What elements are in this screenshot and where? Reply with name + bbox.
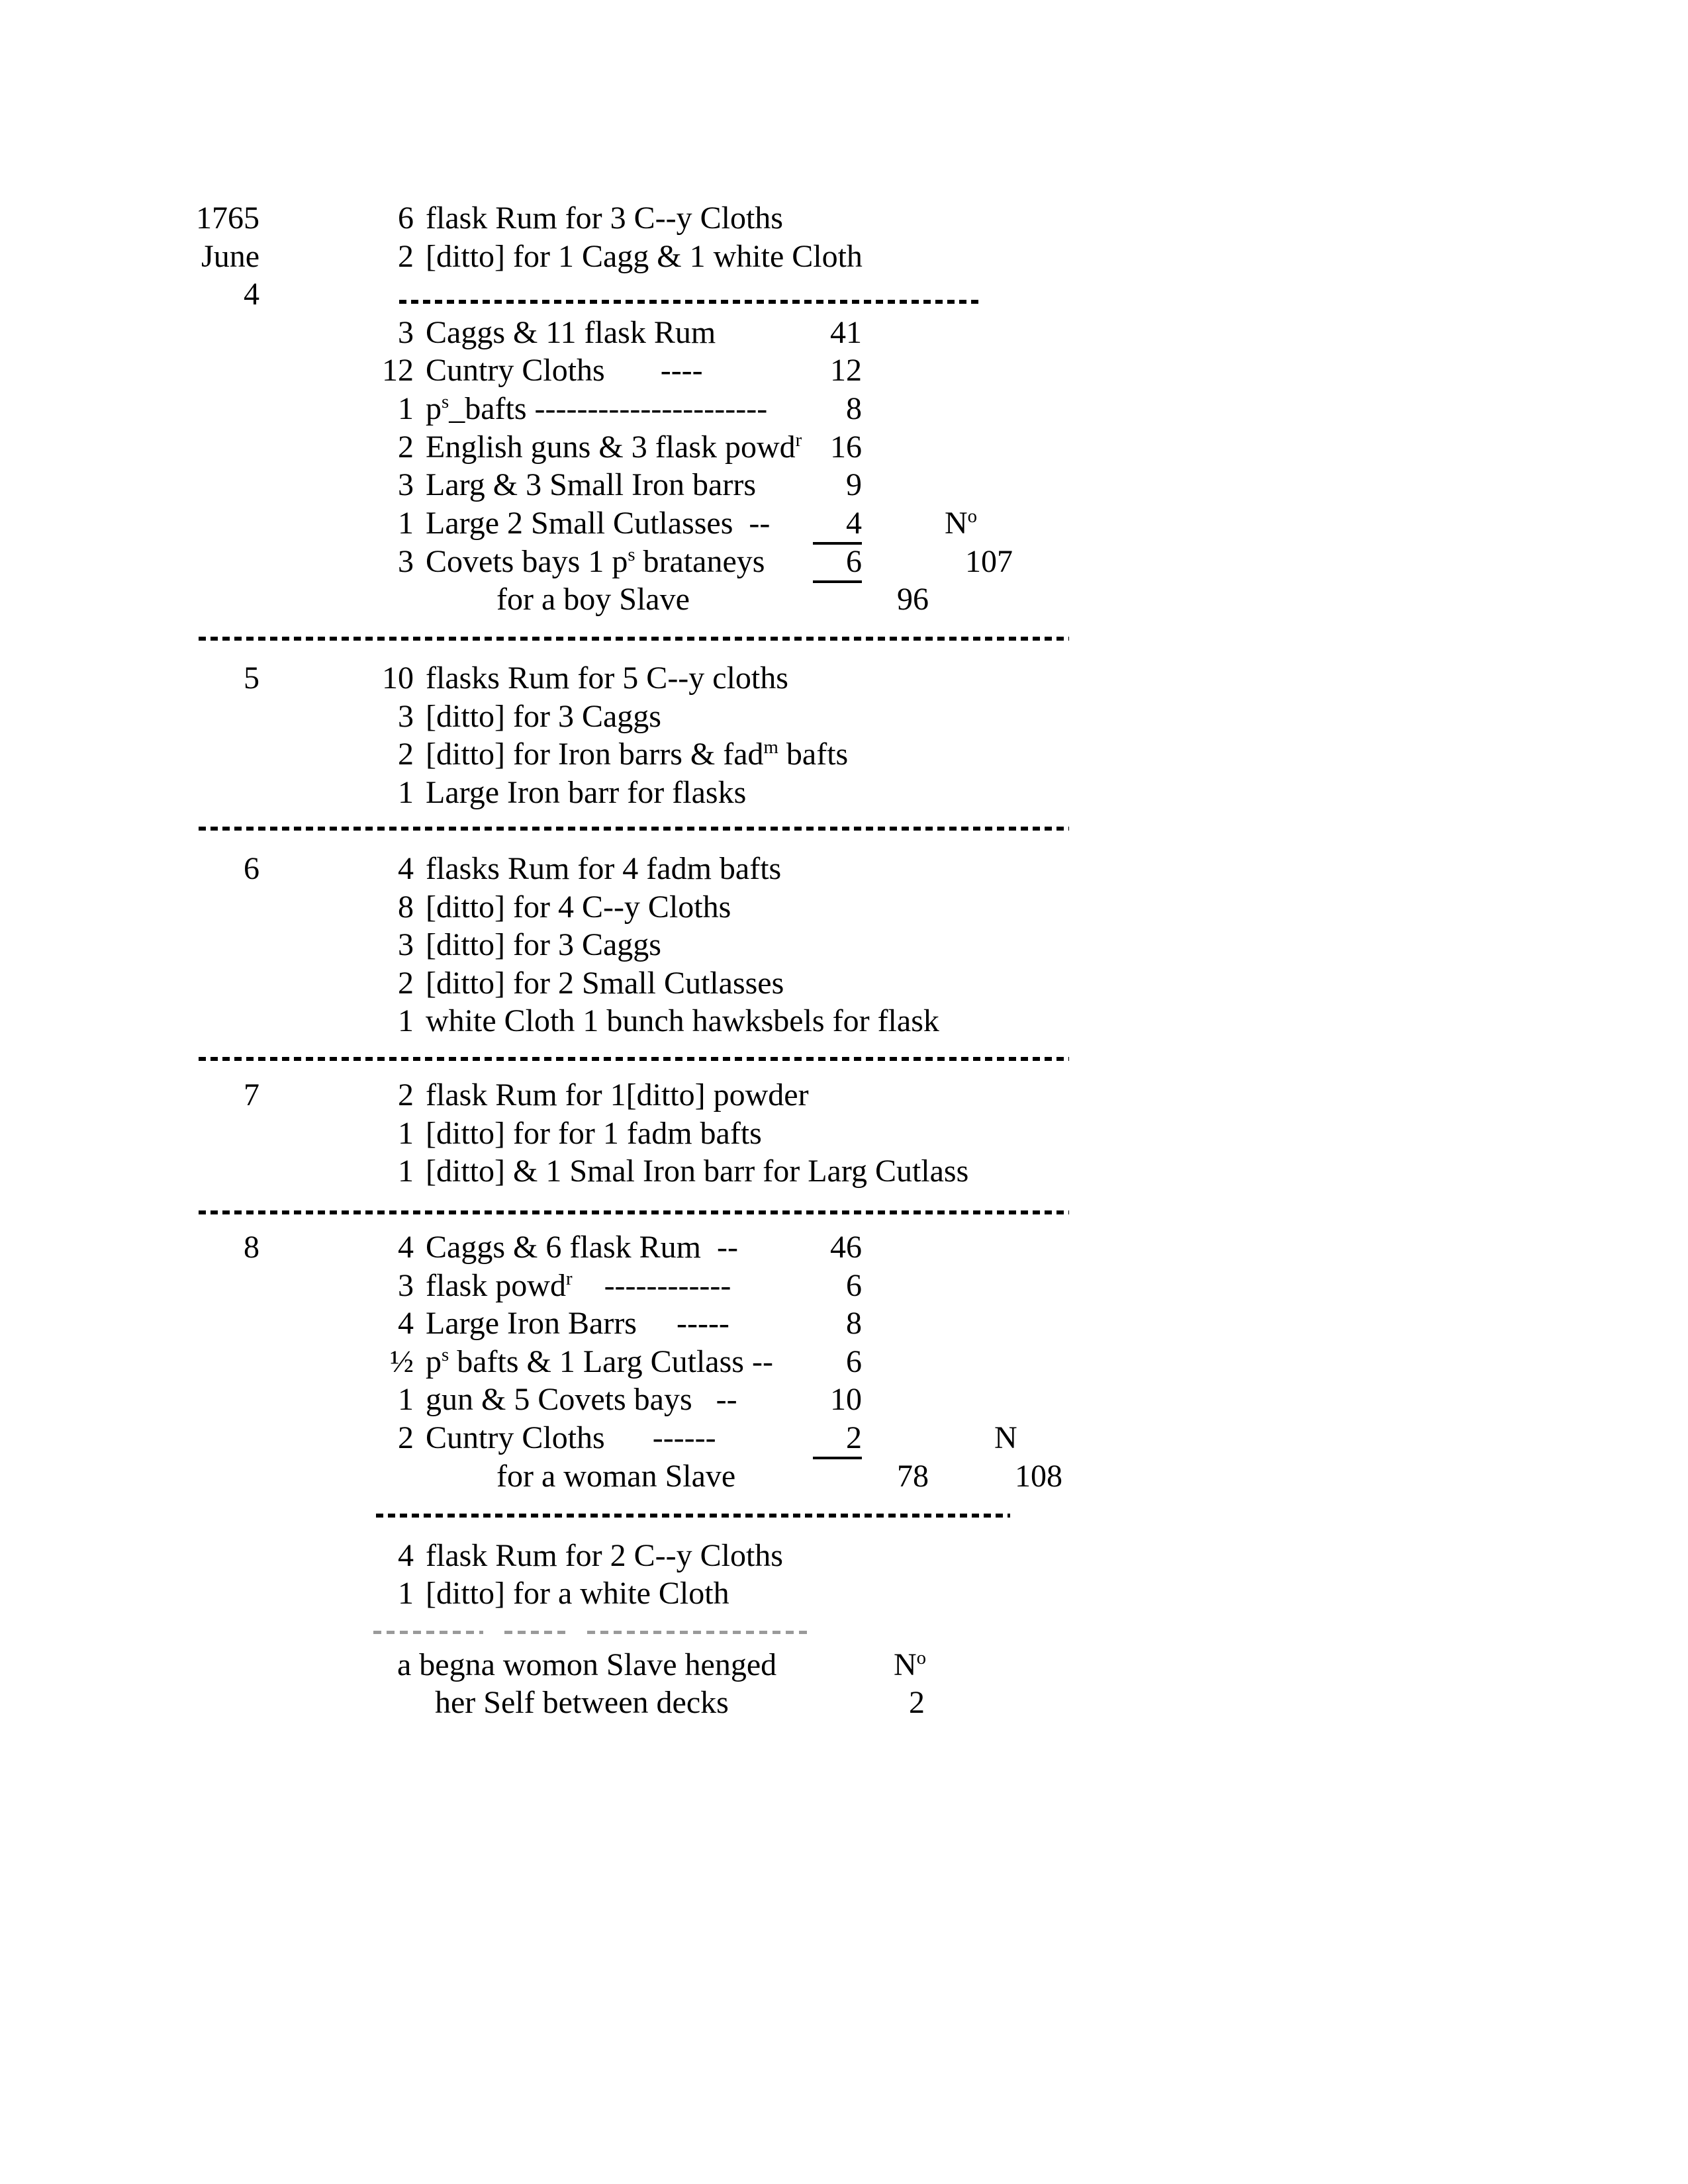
separator-line bbox=[199, 827, 1069, 831]
item-description: Caggs & 6 flask Rum -- bbox=[426, 1230, 738, 1265]
item-description: English guns & 3 flask powd$^r$ bbox=[426, 430, 802, 465]
value-amount: 2 bbox=[741, 1419, 862, 1459]
ledger-line bbox=[0, 1343, 1688, 1381]
item-description: gun & 5 Covets bays -- bbox=[426, 1382, 737, 1417]
ledger-line bbox=[0, 698, 1688, 736]
ledger-line bbox=[0, 1267, 1688, 1305]
superscript: m bbox=[763, 737, 778, 758]
separator-line bbox=[376, 1514, 1010, 1518]
ledger-line bbox=[0, 466, 1688, 504]
item-description: [ditto] for 2 Small Cutlasses bbox=[426, 966, 784, 1001]
year-label: 1765 bbox=[196, 201, 259, 236]
ledger-line bbox=[0, 580, 1688, 619]
quantity: 10 bbox=[382, 660, 414, 696]
item-description: [ditto] for 1 Cagg & 1 white Cloth bbox=[426, 239, 863, 274]
slave-number: 107 bbox=[965, 544, 1013, 579]
ledger-line bbox=[0, 314, 1688, 352]
ledger-line bbox=[0, 428, 1688, 467]
value-amount: 12 bbox=[830, 353, 862, 388]
value-amount: 6 bbox=[846, 1344, 862, 1379]
value-amount: 6 bbox=[846, 1268, 862, 1303]
quantity: 4 bbox=[398, 851, 414, 886]
value-amount: 4 bbox=[741, 504, 862, 545]
superscript: s bbox=[442, 391, 449, 412]
separator-line bbox=[199, 1057, 1069, 1061]
value-amount: 8 bbox=[846, 1306, 862, 1341]
ledger-line bbox=[0, 543, 1688, 581]
quantity: 1 bbox=[398, 1382, 414, 1417]
ledger-line bbox=[0, 351, 1688, 390]
separator-line bbox=[199, 1210, 1069, 1214]
ledger-line bbox=[0, 659, 1688, 698]
day-label: 8 bbox=[244, 1230, 259, 1265]
dashed-rule bbox=[399, 300, 979, 304]
value-amount: 6 bbox=[741, 543, 862, 583]
ledger-line bbox=[0, 1537, 1688, 1575]
item-description: Larg & 3 Small Iron barrs bbox=[426, 467, 757, 502]
item-description: white Cloth 1 bunch hawksbels for flask bbox=[426, 1003, 939, 1038]
gray-dashed-rule bbox=[587, 1631, 807, 1634]
day-label: 4 bbox=[244, 277, 259, 312]
ledger-line bbox=[0, 1419, 1688, 1457]
item-description: [ditto] & 1 Smal Iron barr for Larg Cutlass bbox=[426, 1154, 969, 1189]
ledger-line bbox=[0, 390, 1688, 428]
slave-number: 2 bbox=[909, 1685, 925, 1720]
superscript: o bbox=[916, 1647, 927, 1668]
item-description: [ditto] for 3 Caggs bbox=[426, 927, 661, 962]
ledger-line bbox=[0, 1076, 1688, 1115]
quantity: 1 bbox=[398, 1576, 414, 1611]
ledger-line bbox=[0, 238, 1688, 276]
item-description: flask powd$^r$ ------------ bbox=[426, 1268, 731, 1303]
quantity: 4 bbox=[398, 1230, 414, 1265]
item-description: flasks Rum for 4 fadm bafts bbox=[426, 851, 782, 886]
quantity: 2 bbox=[398, 966, 414, 1001]
ledger-line bbox=[0, 275, 1688, 314]
day-label: 5 bbox=[244, 660, 259, 696]
quantity: 8 bbox=[398, 889, 414, 925]
quantity: 2 bbox=[398, 1420, 414, 1455]
item-description: $p^s\_bafts$ ---------------------- bbox=[426, 391, 768, 426]
slave-number-header: $N^o$ bbox=[945, 506, 978, 541]
ledger-line bbox=[0, 964, 1688, 1003]
slave-number-header: $N^o$ bbox=[894, 1647, 927, 1682]
item-description: Cuntry Cloths ---- bbox=[426, 353, 703, 388]
quantity: 1 bbox=[398, 1116, 414, 1151]
quantity: 3 bbox=[398, 544, 414, 579]
item-description: flasks Rum for 5 C--y cloths bbox=[426, 660, 788, 696]
slave-number: 108 bbox=[1015, 1459, 1062, 1494]
purchase-summary: for a boy Slave bbox=[496, 582, 690, 617]
quantity: 1 bbox=[398, 1003, 414, 1038]
item-description: flask Rum for 3 C--y Cloths bbox=[426, 201, 783, 236]
quantity: 4 bbox=[398, 1306, 414, 1341]
ledger-line bbox=[0, 1574, 1688, 1613]
purchase-summary: for a woman Slave bbox=[496, 1459, 736, 1494]
ledger-line bbox=[0, 1228, 1688, 1267]
quantity: 3 bbox=[398, 699, 414, 734]
separator-line bbox=[199, 637, 1069, 641]
death-note: her Self between decks bbox=[435, 1685, 729, 1720]
ledger-line bbox=[0, 1457, 1688, 1496]
ledger-line bbox=[0, 1002, 1688, 1040]
item-description: flask Rum for 2 C--y Cloths bbox=[426, 1538, 783, 1573]
ledger-line bbox=[0, 1684, 1688, 1722]
quantity: 3 bbox=[398, 467, 414, 502]
item-description: Cuntry Cloths ------ bbox=[426, 1420, 716, 1455]
superscript: r bbox=[565, 1268, 573, 1289]
item-description: Large Iron barr for flasks bbox=[426, 775, 747, 810]
item-description: Caggs & 11 flask Rum bbox=[426, 315, 716, 350]
item-description: Covets bays 1 $p^s$ brataneys bbox=[426, 544, 765, 579]
value-amount: 41 bbox=[830, 315, 862, 350]
quantity: 1 bbox=[398, 1154, 414, 1189]
month-label: June bbox=[201, 239, 259, 274]
item-description: flask Rum for 1[ditto] powder bbox=[426, 1077, 809, 1113]
ledger-line bbox=[0, 1152, 1688, 1191]
quantity: 2 bbox=[398, 430, 414, 465]
quantity: 2 bbox=[398, 1077, 414, 1113]
quantity: 1 bbox=[398, 775, 414, 810]
day-label: 7 bbox=[244, 1077, 259, 1113]
subtotal: 78 bbox=[897, 1459, 929, 1494]
quantity: 2 bbox=[398, 239, 414, 274]
quantity: ½ bbox=[390, 1344, 414, 1379]
item-description: [ditto] for a white Cloth bbox=[426, 1576, 729, 1611]
item-description: [ditto] for 3 Caggs bbox=[426, 699, 661, 734]
value-amount: 8 bbox=[846, 391, 862, 426]
superscript: o bbox=[967, 506, 978, 527]
quantity: 6 bbox=[398, 201, 414, 236]
quantity: 2 bbox=[398, 737, 414, 772]
value-amount: 16 bbox=[830, 430, 862, 465]
superscript: s bbox=[442, 1344, 449, 1365]
superscript: s bbox=[628, 544, 635, 565]
value-amount: 46 bbox=[830, 1230, 862, 1265]
quantity: 3 bbox=[398, 315, 414, 350]
quantity: 3 bbox=[398, 1268, 414, 1303]
item-description: $p^s$ bafts & 1 Larg Cutlass -- bbox=[426, 1344, 773, 1379]
quantity: 1 bbox=[398, 391, 414, 426]
quantity: 4 bbox=[398, 1538, 414, 1573]
ledger-line bbox=[0, 888, 1688, 927]
ledger-line bbox=[0, 926, 1688, 964]
value-amount: 9 bbox=[846, 467, 862, 502]
gray-dashed-rule bbox=[504, 1631, 568, 1634]
ledger-line bbox=[0, 1115, 1688, 1153]
item-description: [ditto] for 4 C--y Cloths bbox=[426, 889, 731, 925]
ledger-line bbox=[0, 850, 1688, 888]
ledger-line bbox=[0, 735, 1688, 774]
gray-dashed-rule bbox=[373, 1631, 483, 1634]
ledger-line bbox=[0, 774, 1688, 812]
quantity: 3 bbox=[398, 927, 414, 962]
slave-number-header: N bbox=[994, 1420, 1017, 1455]
subtotal: 96 bbox=[897, 582, 929, 617]
day-label: 6 bbox=[244, 851, 259, 886]
quantity: 12 bbox=[382, 353, 414, 388]
ledger-line bbox=[0, 1381, 1688, 1419]
item-description: [ditto] for Iron barrs & fad$^m$ bafts bbox=[426, 737, 849, 772]
item-description: Large Iron Barrs ----- bbox=[426, 1306, 729, 1341]
value-amount: 10 bbox=[830, 1382, 862, 1417]
item-description: [ditto] for for 1 fadm bafts bbox=[426, 1116, 762, 1151]
death-note: a begna womon Slave henged bbox=[397, 1647, 777, 1682]
ledger-line bbox=[0, 1304, 1688, 1343]
ledger-line bbox=[0, 504, 1688, 543]
item-description: Large 2 Small Cutlasses -- bbox=[426, 506, 771, 541]
ledger-line bbox=[0, 199, 1688, 238]
superscript: r bbox=[795, 430, 802, 451]
ledger-line bbox=[0, 1646, 1688, 1684]
quantity: 1 bbox=[398, 506, 414, 541]
